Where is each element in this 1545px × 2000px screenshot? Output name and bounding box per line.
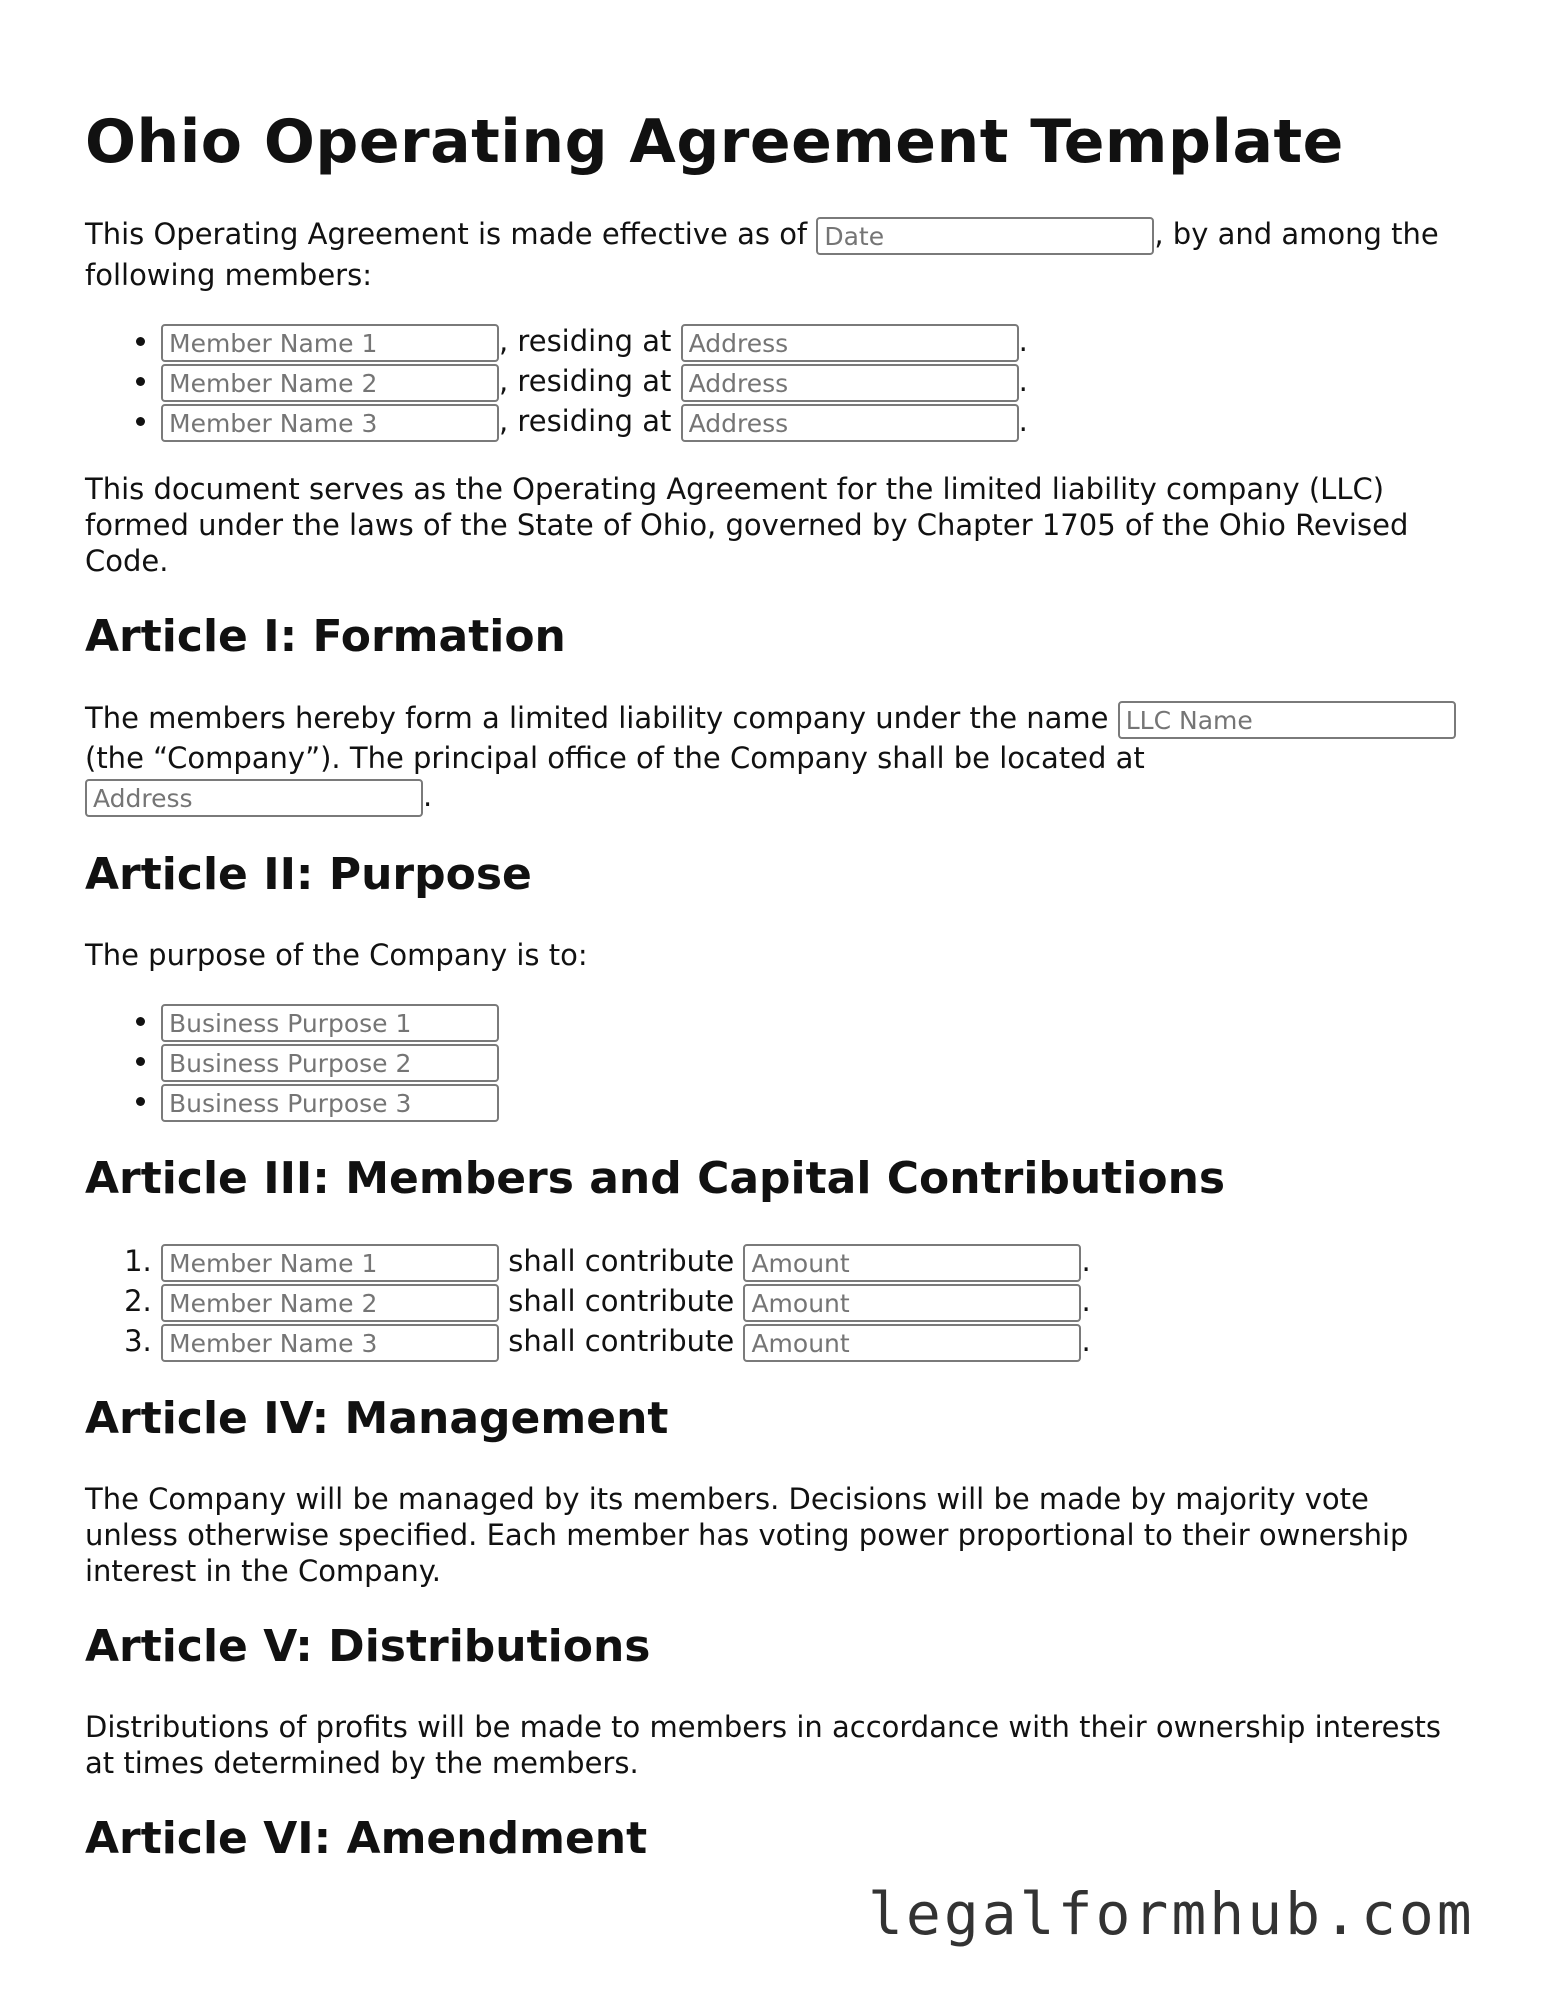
- business-purpose-field[interactable]: [161, 1004, 499, 1042]
- contribute-text: shall contribute: [508, 1284, 735, 1318]
- line-end: .: [1018, 364, 1028, 398]
- page-title: Ohio Operating Agreement Template: [85, 107, 1344, 177]
- site-watermark: legalformhub.com: [868, 1880, 1475, 1948]
- member-address-field[interactable]: [681, 324, 1019, 362]
- purposes-list: [85, 1001, 1465, 1121]
- article-1-text-after-name: (the “Company”). The principal office of the Company shall be located at: [85, 741, 1145, 775]
- member-name-field[interactable]: [161, 364, 499, 402]
- line-end: .: [1081, 1244, 1091, 1278]
- date-field[interactable]: [816, 217, 1154, 255]
- line-end: .: [1081, 1284, 1091, 1318]
- list-item: [161, 1281, 1465, 1321]
- business-purpose-field[interactable]: [161, 1084, 499, 1122]
- list-item: [161, 361, 1465, 401]
- llc-name-field[interactable]: [1118, 701, 1456, 739]
- line-end: .: [1081, 1324, 1091, 1358]
- contribute-text: shall contribute: [508, 1324, 735, 1358]
- member-name-field[interactable]: [161, 404, 499, 442]
- amount-field[interactable]: [743, 1244, 1081, 1282]
- residing-text: , residing at: [499, 404, 681, 438]
- article-4-heading: Article IV: Management: [85, 1393, 669, 1444]
- office-address-field[interactable]: [85, 779, 423, 817]
- article-6-heading: Article VI: Amendment: [85, 1813, 648, 1864]
- member-address-field[interactable]: [681, 404, 1019, 442]
- contribute-text: shall contribute: [508, 1244, 735, 1278]
- business-purpose-field[interactable]: [161, 1044, 499, 1082]
- residing-text: , residing at: [499, 324, 681, 358]
- list-item: [161, 1241, 1465, 1281]
- members-list: [85, 321, 1465, 441]
- article-2-paragraph: The purpose of the Company is to:: [85, 938, 588, 972]
- agreement-document: [85, 100, 1465, 1901]
- member-name-field[interactable]: [161, 324, 499, 362]
- member-name-field[interactable]: [161, 1244, 499, 1282]
- member-name-field[interactable]: [161, 1284, 499, 1322]
- intro-paragraph: [85, 214, 1465, 295]
- member-name-field[interactable]: [161, 1324, 499, 1362]
- list-item: [161, 1081, 1465, 1121]
- contributions-list: [85, 1241, 1465, 1361]
- residing-text: , residing at: [499, 364, 681, 398]
- article-2-heading: Article II: Purpose: [85, 849, 532, 900]
- line-end: .: [1018, 404, 1028, 438]
- article-3-heading: Article III: Members and Capital Contributions: [85, 1153, 1226, 1204]
- member-address-field[interactable]: [681, 364, 1019, 402]
- article-1-heading: Article I: Formation: [85, 611, 566, 662]
- amount-field[interactable]: [743, 1284, 1081, 1322]
- article-5-paragraph: Distributions of profits will be made to members in accordance with their ownership interests at times determined by the members.: [85, 1710, 1442, 1780]
- list-item: [161, 1001, 1465, 1041]
- list-item: [161, 321, 1465, 361]
- intro-text-before-date: This Operating Agreement is made effective as of: [85, 217, 817, 251]
- article-4-paragraph: The Company will be managed by its members. Decisions will be made by majority vote unless otherwise specified. Each member has voting power proportional to their ownership interest in the Company.: [85, 1482, 1409, 1588]
- article-1-paragraph: [85, 699, 1465, 817]
- amount-field[interactable]: [743, 1324, 1081, 1362]
- line-end: .: [1018, 324, 1028, 358]
- article-5-heading: Article V: Distributions: [85, 1621, 651, 1672]
- intro-text-after-date: , by and among the following members:: [85, 217, 1439, 292]
- governing-paragraph: This document serves as the Operating Agreement for the limited liability company (LLC) formed under the laws of the State of Ohio, governed by Chapter 1705 of the Ohio Revised Code.: [85, 472, 1409, 578]
- list-item: [161, 401, 1465, 441]
- line-end: .: [423, 779, 433, 813]
- list-item: [161, 1041, 1465, 1081]
- list-item: [161, 1321, 1465, 1361]
- article-1-text-before-name: The members hereby form a limited liability company under the name: [85, 701, 1118, 735]
